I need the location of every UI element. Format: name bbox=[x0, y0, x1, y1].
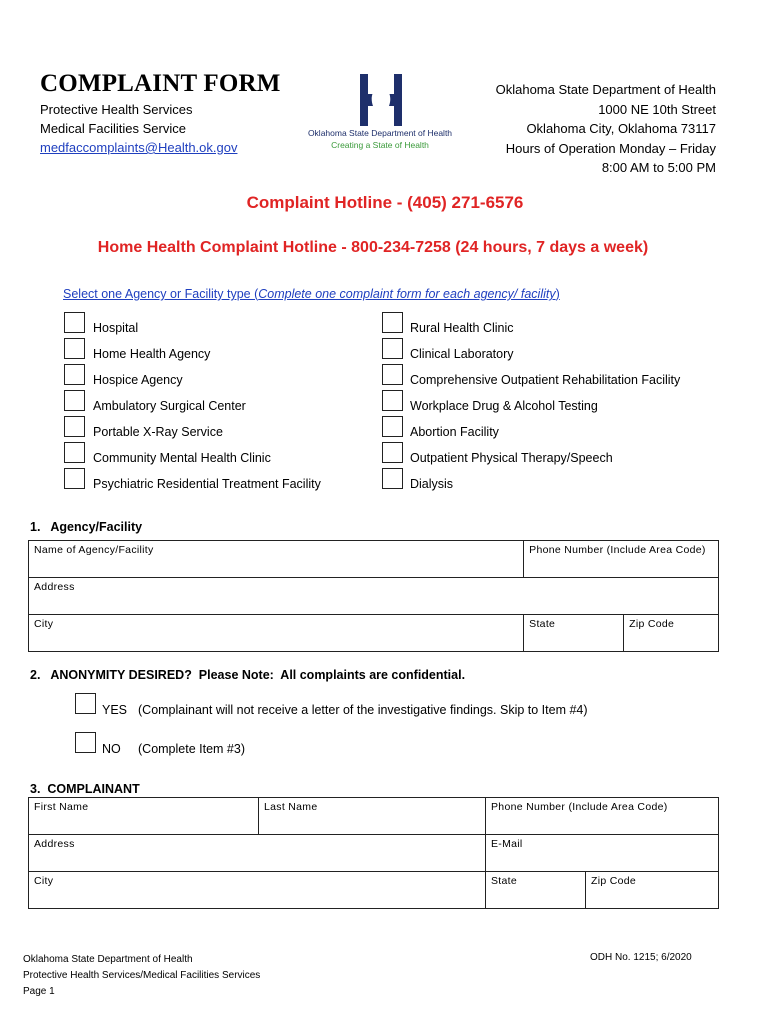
label-anonymity-no: NO bbox=[102, 742, 121, 756]
label-portable-x-ray: Portable X-Ray Service bbox=[93, 425, 223, 439]
complainant-phone-field[interactable] bbox=[486, 798, 719, 835]
checkbox-home-health-agency[interactable] bbox=[64, 338, 85, 359]
label-abortion-facility: Abortion Facility bbox=[410, 425, 499, 439]
logo-tagline: Creating a State of Health bbox=[331, 140, 429, 150]
checkbox-portable-x-ray[interactable] bbox=[64, 416, 85, 437]
complaint-hotline: Complaint Hotline - (405) 271-6576 bbox=[246, 193, 524, 212]
checkbox-community-mental-health[interactable] bbox=[64, 442, 85, 463]
complainant-state-label: State bbox=[491, 875, 518, 887]
complainant-last-name-field[interactable] bbox=[259, 798, 486, 835]
checkbox-abortion-facility[interactable] bbox=[382, 416, 403, 437]
label-home-health-agency: Home Health Agency bbox=[93, 347, 211, 361]
facility-select-prompt: Select one Agency or Facility type (Complete one complaint form for each agency/ facility) bbox=[63, 287, 560, 301]
header-line-2: Medical Facilities Service bbox=[40, 121, 186, 136]
label-workplace-drug-testing: Workplace Drug & Alcohol Testing bbox=[410, 399, 598, 413]
agency-phone-field[interactable] bbox=[524, 541, 719, 578]
label-hospice-agency: Hospice Agency bbox=[93, 373, 183, 387]
complainant-address-label: Address bbox=[34, 838, 75, 850]
checkbox-hospital[interactable] bbox=[64, 312, 85, 333]
checkbox-clinical-laboratory[interactable] bbox=[382, 338, 403, 359]
address-line-2: 1000 NE 10th Street bbox=[598, 101, 716, 117]
checkbox-hospice-agency[interactable] bbox=[64, 364, 85, 385]
form-number: ODH No. 1215; 6/2020 bbox=[590, 952, 692, 963]
checkbox-anonymity-yes[interactable] bbox=[75, 693, 96, 714]
anonymity-yes-note: (Complainant will not receive a letter of the investigative findings. Skip to Item #4) bbox=[138, 703, 588, 717]
label-clinical-laboratory: Clinical Laboratory bbox=[410, 347, 514, 361]
footer-page-number: Page 1 bbox=[23, 986, 55, 997]
complainant-address-field[interactable] bbox=[29, 835, 486, 872]
first-name-label: First Name bbox=[34, 801, 89, 813]
last-name-label: Last Name bbox=[264, 801, 318, 813]
checkbox-comprehensive-outpatient-rehab[interactable] bbox=[382, 364, 403, 385]
label-dialysis: Dialysis bbox=[410, 477, 454, 491]
complainant-email-label: E-Mail bbox=[491, 838, 523, 850]
complainant-city-label: City bbox=[34, 875, 54, 887]
agency-address-field[interactable] bbox=[29, 578, 719, 615]
label-comprehensive-outpatient-rehab: Comprehensive Outpatient Rehabilitation Facility bbox=[410, 373, 681, 387]
complainant-email-field[interactable] bbox=[486, 835, 719, 872]
checkbox-psychiatric-residential[interactable] bbox=[64, 468, 85, 489]
complainant-zip-field[interactable] bbox=[586, 872, 719, 909]
checkbox-dialysis[interactable] bbox=[382, 468, 403, 489]
checkbox-anonymity-no[interactable] bbox=[75, 732, 96, 753]
checkbox-rural-health-clinic[interactable] bbox=[382, 312, 403, 333]
complainant-table bbox=[28, 797, 719, 909]
section-3-heading: 3. COMPLAINANT bbox=[30, 782, 140, 796]
agency-city-field[interactable] bbox=[29, 615, 524, 652]
address-line-3: Oklahoma City, Oklahoma 73117 bbox=[526, 121, 716, 136]
email-link[interactable]: medfaccomplaints@Health.ok.gov bbox=[40, 140, 238, 155]
footer-line-2: Protective Health Services/Medical Facilities Services bbox=[23, 970, 261, 981]
label-hospital: Hospital bbox=[93, 321, 139, 335]
section-2-heading: 2. ANONYMITY DESIRED? Please Note: All complaints are confidential. bbox=[30, 668, 466, 682]
agency-name-field[interactable] bbox=[29, 541, 524, 578]
agency-zip-label: Zip Code bbox=[629, 618, 675, 630]
address-line-5: 8:00 AM to 5:00 PM bbox=[601, 160, 716, 175]
anonymity-no-note: (Complete Item #3) bbox=[138, 742, 245, 756]
footer-line-1: Oklahoma State Department of Health bbox=[23, 954, 193, 965]
label-anonymity-yes: YES bbox=[102, 703, 128, 717]
address-line-4: Hours of Operation Monday – Friday bbox=[505, 140, 716, 156]
agency-facility-table bbox=[28, 540, 719, 652]
agency-phone-label: Phone Number (Include Area Code) bbox=[529, 544, 706, 556]
complainant-zip-label: Zip Code bbox=[591, 875, 637, 887]
agency-zip-field[interactable] bbox=[624, 615, 719, 652]
label-psychiatric-residential: Psychiatric Residential Treatment Facility bbox=[93, 477, 321, 491]
label-community-mental-health: Community Mental Health Clinic bbox=[93, 451, 271, 465]
label-outpatient-physical-therapy: Outpatient Physical Therapy/Speech bbox=[410, 451, 613, 465]
checkbox-ambulatory-surgical-center[interactable] bbox=[64, 390, 85, 411]
osdh-logo-icon bbox=[360, 74, 402, 126]
header-line-1: Protective Health Services bbox=[40, 102, 193, 117]
agency-city-label: City bbox=[34, 618, 54, 630]
agency-name-label: Name of Agency/Facility bbox=[34, 544, 154, 556]
checkbox-workplace-drug-testing[interactable] bbox=[382, 390, 403, 411]
complainant-first-name-field[interactable] bbox=[29, 798, 259, 835]
complainant-state-field[interactable] bbox=[486, 872, 586, 909]
agency-state-field[interactable] bbox=[524, 615, 624, 652]
label-rural-health-clinic: Rural Health Clinic bbox=[410, 321, 514, 335]
home-health-hotline: Home Health Complaint Hotline - 800-234-7258 (24 hours, 7 days a week) bbox=[97, 239, 649, 256]
label-ambulatory-surgical-center: Ambulatory Surgical Center bbox=[93, 399, 246, 413]
complainant-phone-label: Phone Number (Include Area Code) bbox=[491, 801, 668, 813]
agency-state-label: State bbox=[529, 618, 556, 630]
agency-address-label: Address bbox=[34, 581, 75, 593]
form-title: COMPLAINT FORM bbox=[40, 70, 281, 97]
section-1-heading: 1. Agency/Facility bbox=[30, 520, 143, 534]
checkbox-outpatient-physical-therapy[interactable] bbox=[382, 442, 403, 463]
complainant-city-field[interactable] bbox=[29, 872, 486, 909]
address-line-1: Oklahoma State Department of Health bbox=[495, 82, 716, 97]
logo-caption: Oklahoma State Department of Health bbox=[307, 128, 453, 138]
